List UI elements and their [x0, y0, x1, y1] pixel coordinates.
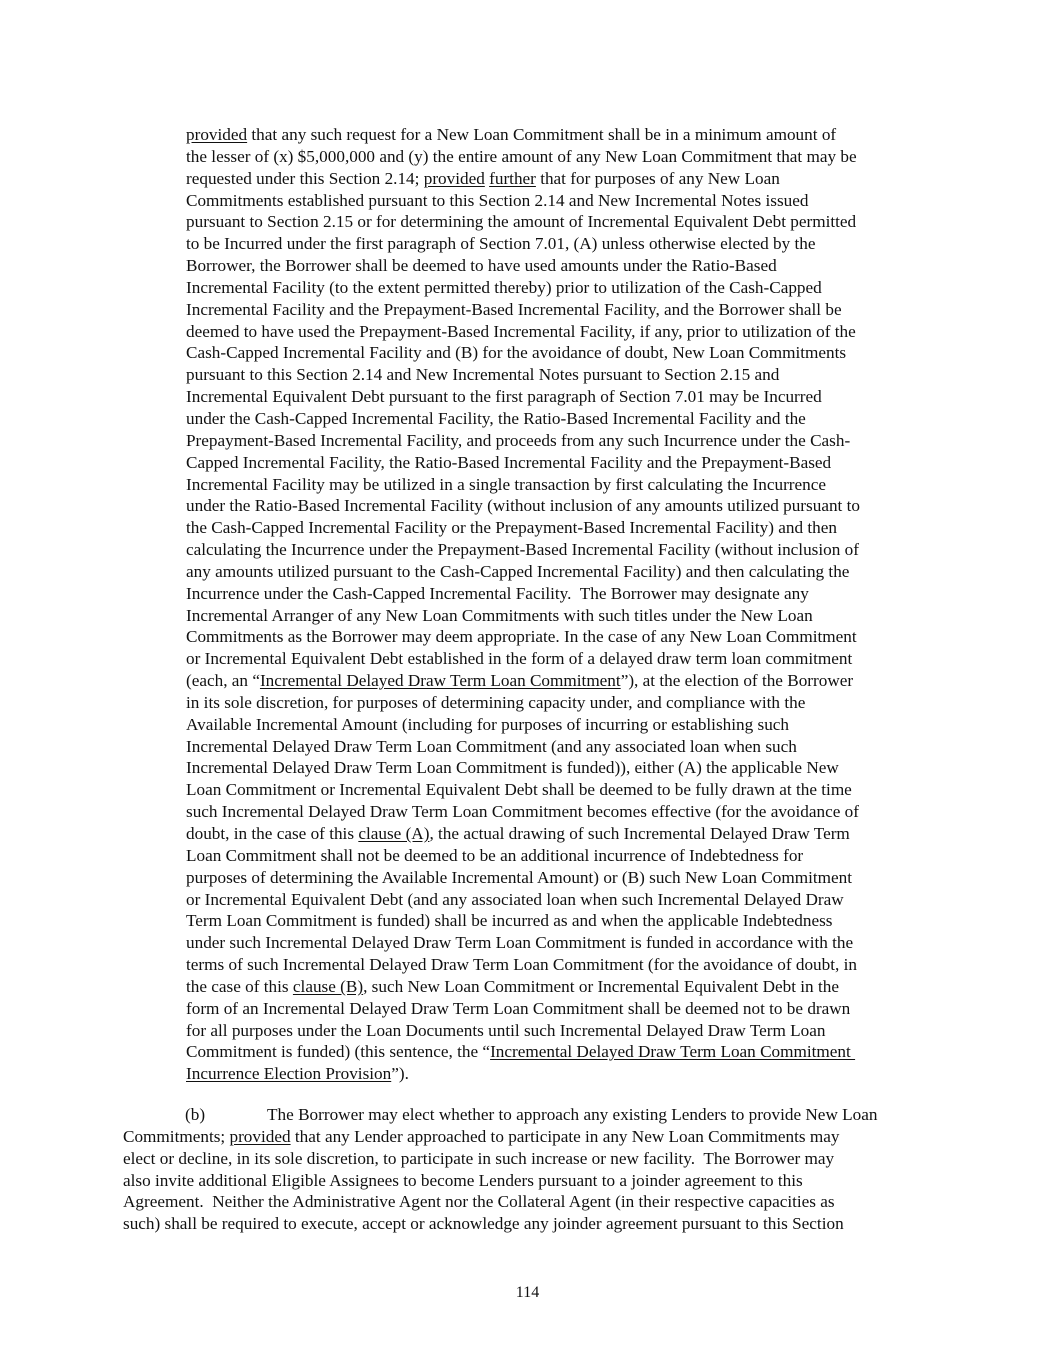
defined-term: Incremental Delayed Draw Term Loan Commitment: [259, 671, 621, 691]
text-run: Incremental Delayed Draw Term Loan Commitment is funded)), either (A) the applicable New: [186, 758, 839, 778]
text-line: [186, 648, 946, 670]
text-line: [186, 474, 946, 496]
text-line: [186, 211, 946, 233]
text-run: Term Loan Commitment is funded) shall be incurred as and when the applicable Indebtedness: [186, 911, 833, 931]
text-line: [186, 779, 946, 801]
text-line: [186, 386, 946, 408]
text-line: [186, 867, 946, 889]
text-run: requested under this Section 2.14;: [186, 168, 424, 188]
text-line: [186, 430, 946, 452]
text-run: terms of such Incremental Delayed Draw Term Loan Commitment (for the avoidance of doubt, in: [186, 955, 857, 975]
text-line: [186, 539, 946, 561]
text-run: that any such request for a New Loan Commitment shall be in a minimum amount of: [247, 125, 837, 144]
text-line: [186, 954, 946, 976]
text-line: [186, 1041, 946, 1063]
text-line: [186, 757, 946, 779]
text-line: [186, 408, 946, 430]
text-run: under such Incremental Delayed Draw Term Loan Commitment is funded in accordance with the: [186, 933, 854, 953]
section-2-14-continuation-paragraph: [186, 124, 946, 1085]
text-run: Incurrence under the Cash-Capped Incremental Facility. The Borrower may designate any: [186, 583, 809, 603]
text-run: the case of this: [186, 976, 293, 996]
defined-term: further: [489, 168, 536, 188]
text-line: [186, 299, 946, 321]
text-run: for all purposes under the Loan Documents until such Incremental Delayed Draw Term Loan: [186, 1020, 826, 1040]
text-run: Commitments established pursuant to this Section 2.14 and New Incremental Notes issued: [186, 190, 809, 210]
page-number: 114: [515, 1284, 540, 1301]
text-run: that for purposes of any New Loan: [535, 168, 780, 188]
text-line: [186, 452, 946, 474]
text-line: [186, 605, 946, 627]
text-run: deemed to have used the Prepayment-Based Incremental Facility, if any, prior to utilization of the: [186, 321, 856, 341]
text-line: [123, 1104, 953, 1126]
text-line: [186, 998, 946, 1020]
text-run: to be Incurred under the first paragraph of Section 7.01, (A) unless otherwise elected by the: [186, 234, 816, 254]
defined-term: clause (A): [358, 824, 430, 843]
text-run: pursuant to this Section 2.14 and New Incremental Notes pursuant to Section 2.15 and: [186, 365, 780, 385]
text-line: [186, 321, 946, 343]
text-run: Loan Commitment or Incremental Equivalent Debt shall be deemed to be fully drawn at the time: [186, 780, 852, 800]
text-run: The Borrower may elect whether to approach any existing Lenders to provide New Loan: [267, 1105, 878, 1124]
text-run: under the Cash-Capped Incremental Facility, the Ratio-Based Incremental Facility and the: [186, 408, 806, 428]
text-line: [186, 670, 946, 692]
text-run: that any Lender approached to participate in any New Loan Commitments may: [290, 1126, 840, 1146]
text-line: [186, 823, 946, 845]
text-line: [186, 845, 946, 867]
text-run: the Cash-Capped Incremental Facility or the Prepayment-Based Incremental Facility) and then: [186, 518, 837, 538]
text-run: elect or decline, in its sole discretion, to participate in such increase or new facility. The Borrower may: [123, 1148, 835, 1168]
text-line: [186, 277, 946, 299]
defined-term: clause (B): [292, 976, 364, 996]
text-run: Incremental Facility may be utilized in a single transaction by first calculating the Incurrence: [186, 474, 826, 494]
text-line: [186, 976, 946, 998]
text-line: [186, 692, 946, 714]
text-line: [186, 255, 946, 277]
text-run: Incremental Arranger of any New Loan Commitments with such titles under the New Loan: [186, 605, 813, 625]
defined-term: provided: [423, 168, 485, 188]
text-run: doubt, in the case of this: [186, 824, 359, 843]
text-run: in its sole discretion, for purposes of determining capacity under, and compliance with the: [186, 692, 806, 712]
text-run: (b): [185, 1105, 206, 1124]
text-line: [186, 583, 946, 605]
text-line: [186, 736, 946, 758]
text-run: Capped Incremental Facility, the Ratio-Based Incremental Facility and the Prepayment-Based: [186, 452, 832, 472]
text-run: ”).: [391, 1064, 409, 1084]
text-line: [186, 801, 946, 823]
text-run: such Incremental Delayed Draw Term Loan Commitment becomes effective (for the avoidance of: [186, 802, 859, 822]
text-run: Cash-Capped Incremental Facility and (B) for the avoidance of doubt, New Loan Commitments: [186, 343, 847, 363]
text-run: purposes of determining the Available Incremental Amount) or (B) such New Loan Commitment: [186, 867, 853, 887]
text-run: Incremental Equivalent Debt pursuant to the first paragraph of Section 7.01 may be Incurred: [186, 387, 822, 407]
section-2-14-b-paragraph: [123, 1104, 953, 1235]
text-line: [123, 1213, 953, 1235]
text-line: [186, 342, 946, 364]
text-run: any amounts utilized pursuant to the Cash-Capped Incremental Facility) and then calculating the: [186, 561, 850, 581]
text-line: [186, 1020, 946, 1042]
text-line: [186, 889, 946, 911]
text-run: pursuant to Section 2.15 or for determining the amount of Incremental Equivalent Debt permitted: [186, 212, 857, 232]
text-line: [123, 1170, 953, 1192]
text-run: Commitment is funded) (this sentence, the “: [186, 1042, 491, 1062]
text-run: the lesser of (x) $5,000,000 and (y) the entire amount of any New Loan Commitment that may be: [186, 146, 857, 166]
text-run: , the actual drawing of such Incremental Delayed Draw Term: [429, 824, 850, 843]
text-run: Commitments as the Borrower may deem appropriate. In the case of any New Loan Commitment: [186, 627, 857, 647]
defined-term: Incremental Delayed Draw Term Loan Commitment: [490, 1042, 856, 1062]
text-run: Borrower, the Borrower shall be deemed to have used amounts under the Ratio-Based: [186, 256, 777, 276]
text-line: [186, 190, 946, 212]
text-run: form of an Incremental Delayed Draw Term Loan Commitment shall be deemed not to be drawn: [186, 998, 851, 1018]
text-line: [186, 932, 946, 954]
text-line: [186, 495, 946, 517]
text-run: Incremental Delayed Draw Term Loan Commitment (and any associated loan when such: [186, 736, 797, 756]
defined-term: Incurrence Election Provision: [186, 1064, 392, 1084]
text-line: [123, 1148, 953, 1170]
text-line: [186, 1063, 946, 1085]
text-run: (each, an “: [186, 671, 260, 691]
text-run: Commitments;: [123, 1126, 230, 1146]
text-run: Agreement. Neither the Administrative Agent nor the Collateral Agent (in their respective capacities as: [123, 1192, 835, 1212]
text-line: [186, 561, 946, 583]
text-run: under the Ratio-Based Incremental Facility (without inclusion of any amounts utilized pursuant to: [186, 496, 860, 516]
defined-term: provided: [229, 1126, 291, 1146]
text-run: also invite additional Eligible Assignees to become Lenders pursuant to a joinder agreement to this: [123, 1170, 803, 1190]
text-run: ”), at the election of the Borrower: [620, 671, 854, 691]
text-run: calculating the Incurrence under the Prepayment-Based Incremental Facility (without inclusion of: [186, 540, 859, 560]
text-line: [186, 626, 946, 648]
text-run: or Incremental Equivalent Debt (and any associated loan when such Incremental Delayed Draw: [186, 889, 844, 909]
text-line: [186, 168, 946, 190]
text-line: [123, 1191, 953, 1213]
text-line: [186, 364, 946, 386]
text-line: [186, 146, 946, 168]
text-run: Prepayment-Based Incremental Facility, and proceeds from any such Incurrence under the Cash-: [186, 430, 851, 450]
text-line: [123, 1126, 953, 1148]
text-run: Incremental Facility (to the extent permitted thereby) prior to utilization of the Cash-Capped: [186, 277, 822, 297]
text-line: [186, 124, 946, 146]
text-run: Available Incremental Amount (including for purposes of incurring or establishing such: [186, 714, 790, 734]
text-run: Incremental Facility and the Prepayment-Based Incremental Facility, and the Borrower shall be: [186, 299, 842, 319]
text-run: Loan Commitment shall not be deemed to be an additional incurrence of Indebtedness for: [186, 845, 804, 865]
text-line: [186, 517, 946, 539]
text-line: [186, 233, 946, 255]
text-run: or Incremental Equivalent Debt established in the form of a delayed draw term loan commitment: [186, 649, 853, 669]
defined-term: provided: [186, 125, 248, 144]
text-run: such) shall be required to execute, accept or acknowledge any joinder agreement pursuant to this Section: [123, 1214, 844, 1234]
text-line: [186, 910, 946, 932]
text-run: , such New Loan Commitment or Incremental Equivalent Debt in the: [363, 976, 839, 996]
text-line: [186, 714, 946, 736]
